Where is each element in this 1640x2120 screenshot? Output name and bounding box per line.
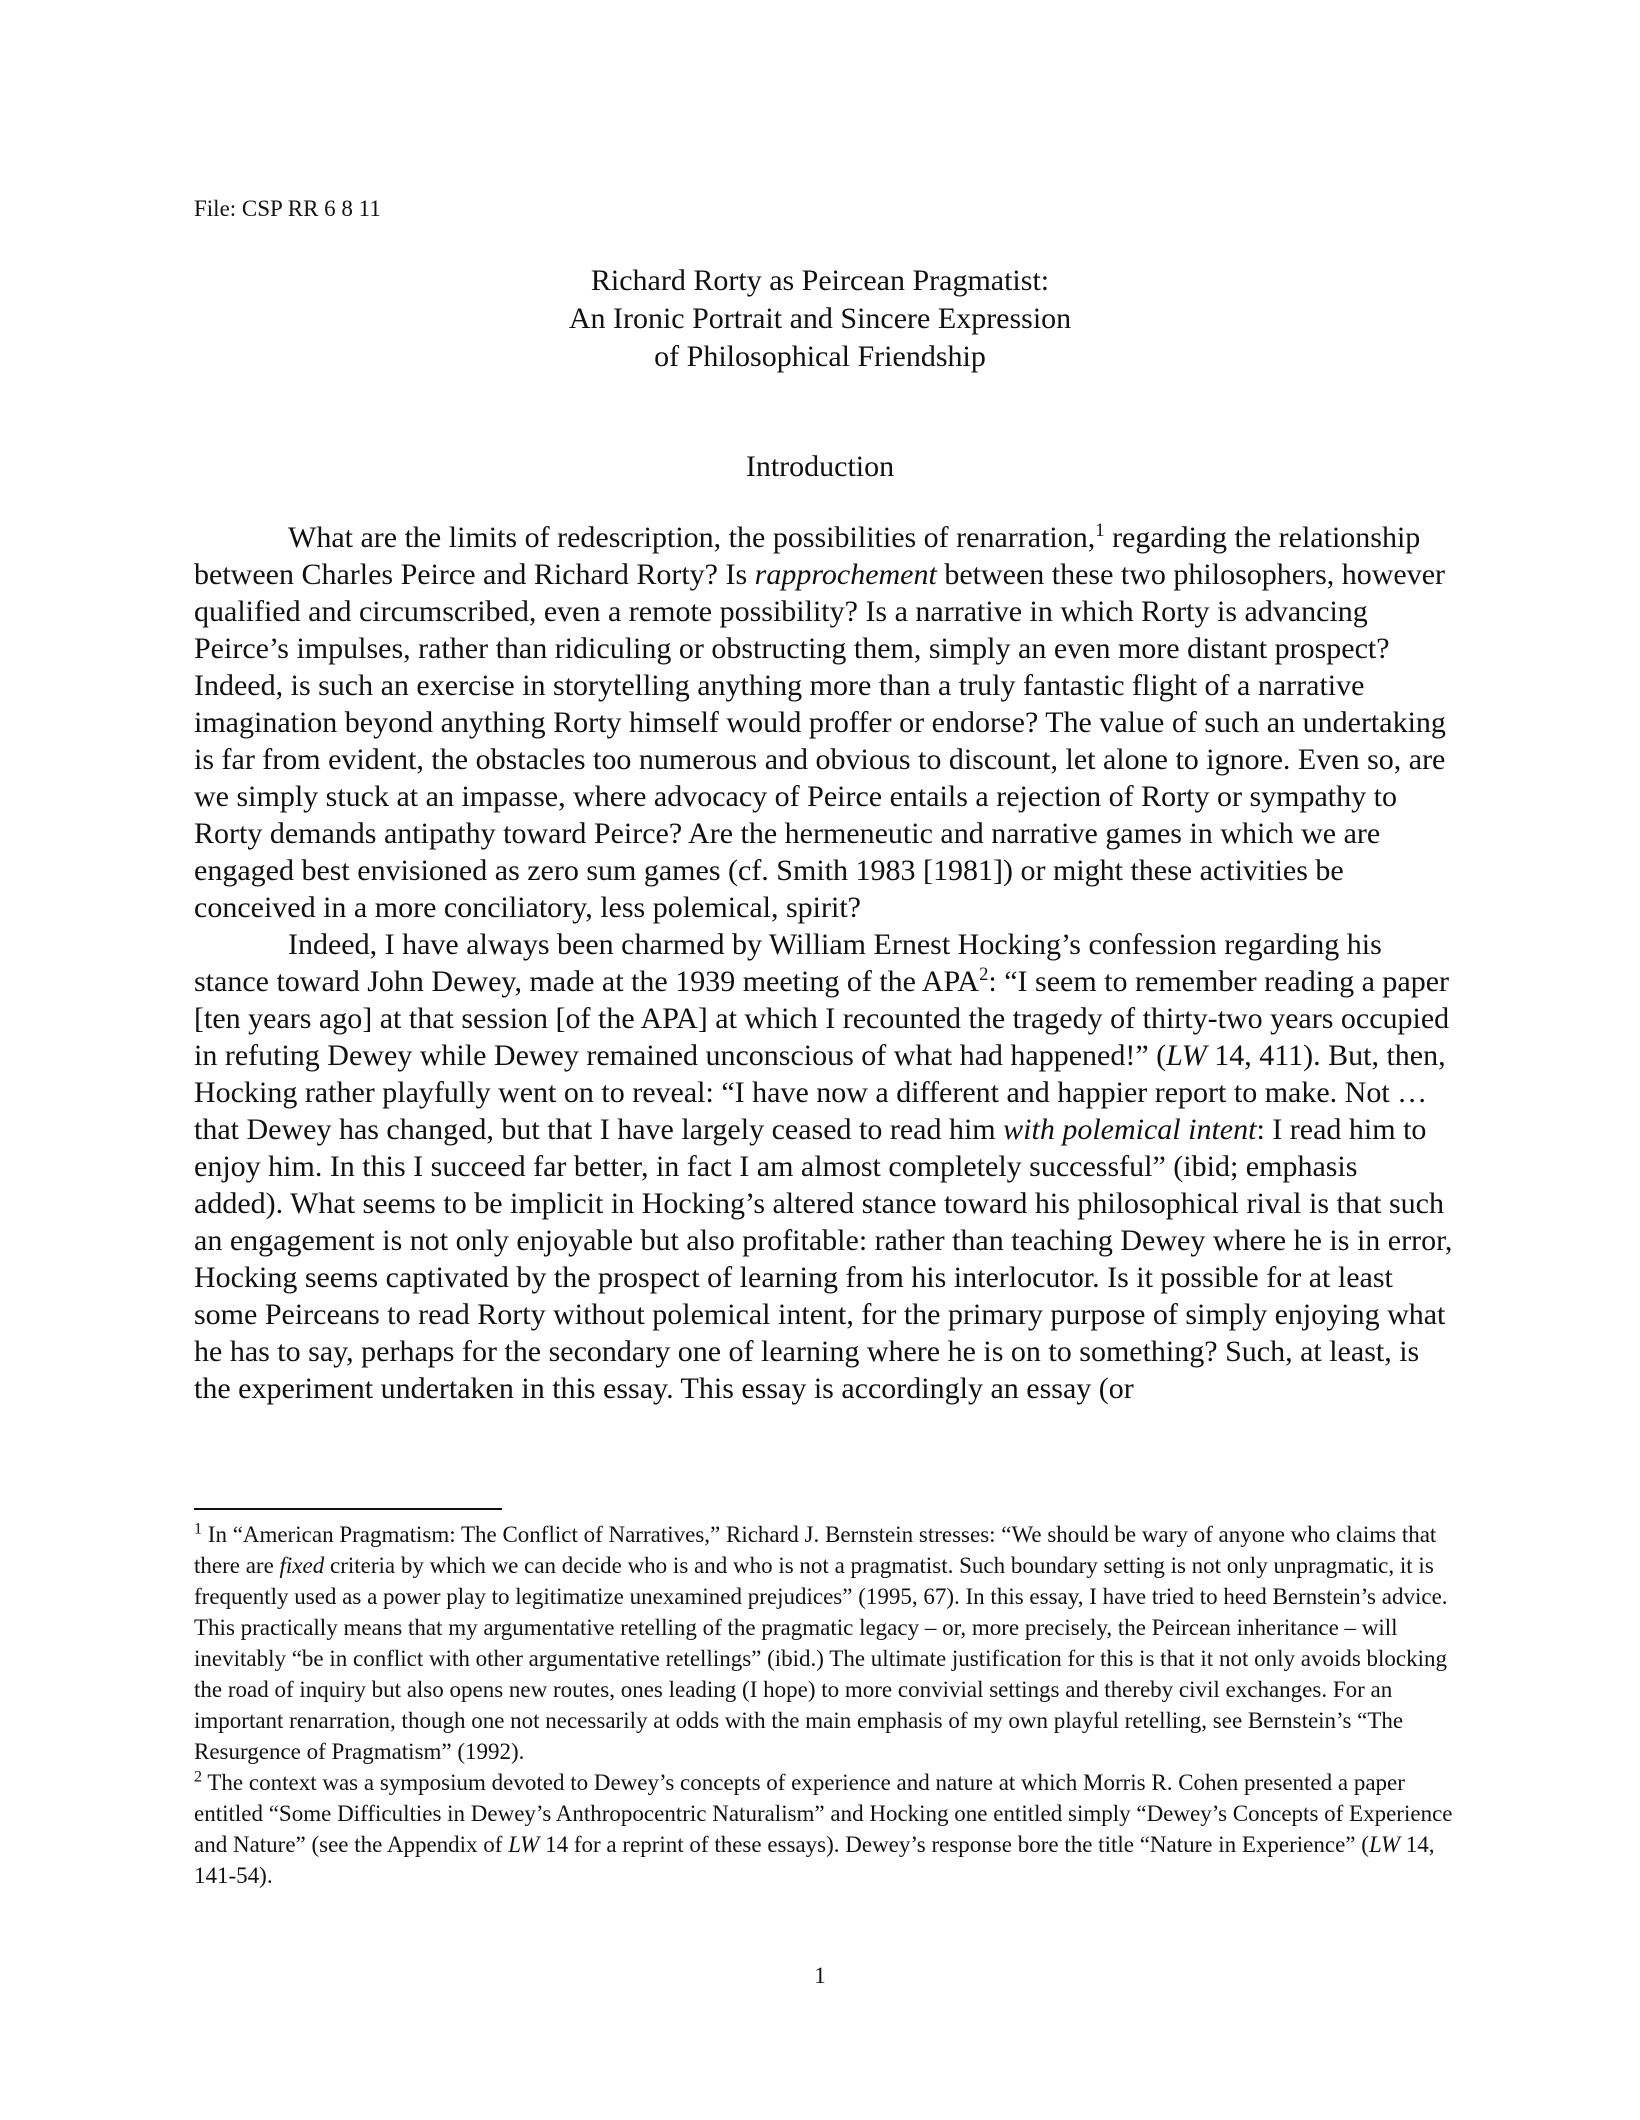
footnote-separator (194, 1508, 502, 1510)
footnote-1-text: criteria by which we can decide who is and who is not a pragmatist. Such boundary setting is not only unpragmatic, it is frequently used as a power play to legitimatize unexamined prejudices” (1995, 67). In this essay, I have tried to heed Bernstein’s advice. This practically means that my argumentative retelling of the pragmatic legacy – or, more precisely, the Peircean inheritance – will inevitably “be in conflict with other argumentative retellings” (ibid.) The ultimate justification for this is that it not only avoids blocking the road of inquiry but also opens new routes, ones leading (I hope) to more convivial settings and thereby civil exchanges. For an important renarration, though one not necessarily at odds with the main emphasis of my own playful retelling, see Bernstein’s “The Resurgence of Pragmatism” (1992). (194, 1553, 1448, 1764)
paragraph-1-text: regarding the relationship between Charles Peirce and Richard Rorty? Is (194, 521, 1421, 591)
footnotes (194, 1519, 1454, 1891)
paragraph-2-text: : I read him to enjoy him. In this I succeed far better, in fact I am almost completely successful” (ibid; emphasis added). What seems to be implicit in Hocking’s altered stance toward his philosophical rival is that such an engagement is not only enjoyable but also profitable: rather than teaching Dewey where he is in error, Hocking seems captivated by the prospect of learning from his interlocutor. Is it possible for at least some Peirceans to read Rorty without polemical intent, for the primary purpose of simply enjoying what he has to say, perhaps for the secondary one of learning where he is on to something? Such, at least, is the experiment undertaken in this essay. This essay is accordingly an essay (or (194, 1113, 1453, 1405)
file-label: File: CSP RR 6 8 11 (194, 196, 381, 221)
paragraph-1-text: What are the limits of redescription, the possibilities of renarration, (288, 521, 1096, 554)
paragraph-2-emphasis: LW (1166, 1039, 1207, 1072)
paragraph-1-emphasis: rapprochement (754, 558, 937, 591)
paragraph-2-text: 14, 411). But, then, Hocking rather playfully went on to reveal: “I have now a different and happier report to make. Not … that Dewey has changed, but that I have largely ceased to read him (194, 1039, 1446, 1146)
paragraph-2-emphasis: with polemical intent (1003, 1113, 1257, 1146)
footnote-ref-1: 1 (1095, 520, 1105, 541)
footnote-2-text: 14, 141-54). (194, 1832, 1435, 1888)
footnote-1 (194, 1519, 1454, 1767)
body-text (194, 519, 1454, 1407)
paragraph-1-text: between these two philosophers, however qualified and circumscribed, even a remote possibility? Is a narrative in which Rorty is advancing Peirce’s impulses, rather than ridiculing or obstructing them, simply an even more distant prospect? Indeed, is such an exercise in storytelling anything more than a truly fantastic flight of a narrative imagination beyond anything Rorty himself would proffer or endorse? The value of such an undertaking is far from evident, the obstacles too numerous and obvious to discount, let alone to ignore. Even so, are we simply stuck at an impasse, where advocacy of Peirce entails a rejection of Rorty or sympathy to Rorty demands antipathy toward Peirce? Are the hermeneutic and narrative games in which we are engaged best envisioned as zero sum games (cf. Smith 1983 [1981]) or might these activities be conceived in a more conciliatory, less polemical, spirit? (194, 558, 1446, 924)
footnote-1-text: In “American Pragmatism: The Conflict of Narratives,” Richard J. Bernstein stresses: “We should be wary of anyone who claims that there are (194, 1522, 1437, 1578)
paragraph-2-text: : “I seem to remember reading a paper [ten years ago] at that session [of the APA] at which I recounted the tragedy of thirty-two years occupied in refuting Dewey while Dewey remained unconscious of what had happened!” ( (194, 965, 1450, 1072)
title-line-2: An Ironic Portrait and Sincere Expression (568, 302, 1072, 335)
section-heading: Introduction (745, 450, 895, 483)
title-line-3: of Philosophical Friendship (654, 340, 986, 373)
paragraph-2-text: Indeed, I have always been charmed by William Ernest Hocking’s confession regarding his stance toward John Dewey, made at the 1939 meeting of the APA (194, 928, 1382, 998)
paragraph-1 (194, 519, 1454, 926)
footnote-2 (194, 1767, 1454, 1891)
footnote-ref-2: 2 (979, 964, 989, 985)
footnote-1-mark: 1 (194, 1520, 203, 1538)
footnote-2-emphasis: LW (1368, 1832, 1401, 1857)
footnote-1-emphasis: fixed (279, 1553, 325, 1578)
footnote-2-text: The context was a symposium devoted to Dewey’s concepts of experience and nature at which Morris R. Cohen presented a paper entitled “Some Difficulties in Dewey’s Anthropocentric Naturalism” and Hocking one entitled simply “Dewey’s Concepts of Experience and Nature” (see the Appendix of (194, 1770, 1453, 1857)
paragraph-2 (194, 926, 1454, 1407)
page-number: 1 (814, 1963, 826, 1988)
title-line-1: Richard Rorty as Peircean Pragmatist: (590, 264, 1050, 297)
footnote-2-text: 14 for a reprint of these essays). Dewey’s response bore the title “Nature in Experience” ( (539, 1832, 1369, 1857)
footnote-2-mark: 2 (194, 1768, 203, 1786)
document-title (0, 262, 1640, 376)
footnote-2-emphasis: LW (508, 1832, 540, 1857)
